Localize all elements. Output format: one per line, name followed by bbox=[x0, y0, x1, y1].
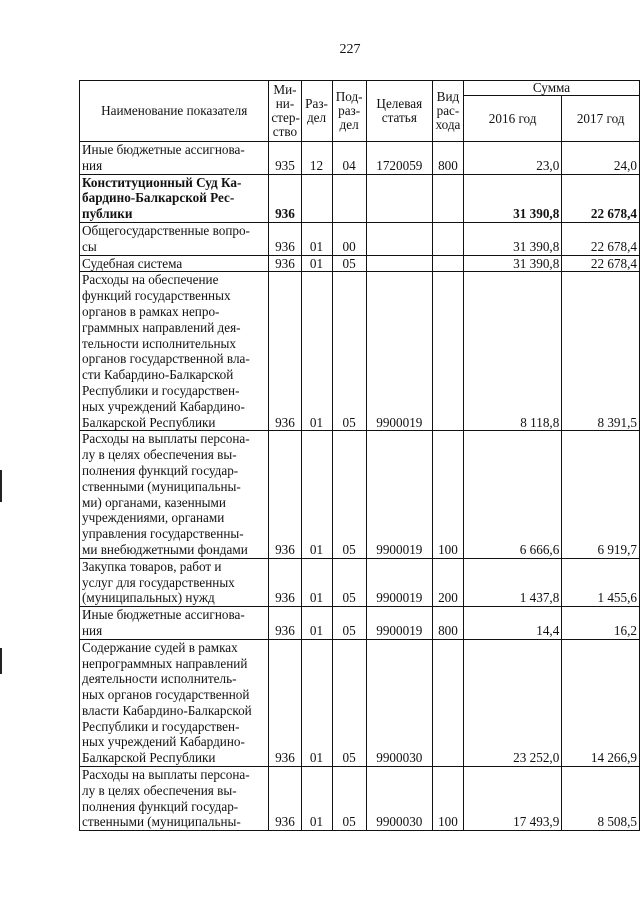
header-expense-type: Вид рас- хода bbox=[432, 81, 463, 142]
row-sum-2017: 1 455,6 bbox=[562, 558, 640, 606]
row-sum-2017: 22 678,4 bbox=[562, 174, 640, 222]
table-row bbox=[80, 174, 640, 222]
row-name: Расходы на обеспечение функций государственных органов в рамках непро- граммных направлений дея- тельности исполнительных органов государственной вла- сти Кабардино-Балкарской Республики и государствен- ных учреждений Кабардино- Балкарской Республики bbox=[80, 272, 269, 431]
row-target-article: 9900019 bbox=[366, 431, 432, 558]
header-ministry: Ми- ни- стер- ство bbox=[269, 81, 301, 142]
page-number: 227 bbox=[339, 42, 361, 57]
row-sum-2017: 22 678,4 bbox=[562, 255, 640, 272]
row-target-article: 9900019 bbox=[366, 558, 432, 606]
row-section: 01 bbox=[301, 639, 332, 766]
header-sum: Сумма bbox=[463, 81, 639, 96]
row-subsection: 05 bbox=[332, 272, 366, 431]
header-section: Раз- дел bbox=[301, 81, 332, 142]
row-section: 01 bbox=[301, 222, 332, 255]
row-section: 01 bbox=[301, 607, 332, 640]
header-year-2016: 2016 год bbox=[463, 96, 561, 142]
row-section: 12 bbox=[301, 142, 332, 175]
row-sum-2017: 24,0 bbox=[562, 142, 640, 175]
row-target-article: 9900030 bbox=[366, 639, 432, 766]
row-target-article: 9900019 bbox=[366, 272, 432, 431]
row-name: Расходы на выплаты персона- лу в целях обеспечения вы- полнения функций государ- ственными (муниципальны- bbox=[80, 767, 269, 831]
header-subsection: Под- раз- дел bbox=[332, 81, 366, 142]
table-row bbox=[80, 558, 640, 606]
row-name: Конституционный Суд Ка- бардино-Балкарской Рес- публики bbox=[80, 174, 269, 222]
scan-edge-mark bbox=[0, 470, 2, 502]
row-sum-2017: 8 391,5 bbox=[562, 272, 640, 431]
row-sum-2017: 14 266,9 bbox=[562, 639, 640, 766]
table-row bbox=[80, 607, 640, 640]
row-sum-2016: 17 493,9 bbox=[463, 767, 561, 831]
row-expense-type: 800 bbox=[432, 607, 463, 640]
row-sum-2016: 1 437,8 bbox=[463, 558, 561, 606]
row-sum-2016: 6 666,6 bbox=[463, 431, 561, 558]
row-expense-type bbox=[432, 255, 463, 272]
row-expense-type bbox=[432, 222, 463, 255]
table-row bbox=[80, 222, 640, 255]
header-year-2017: 2017 год bbox=[562, 96, 640, 142]
row-subsection: 05 bbox=[332, 767, 366, 831]
row-name: Общегосударственные вопро- сы bbox=[80, 222, 269, 255]
row-section: 01 bbox=[301, 767, 332, 831]
row-ministry: 936 bbox=[269, 639, 301, 766]
table-row bbox=[80, 431, 640, 558]
row-sum-2016: 8 118,8 bbox=[463, 272, 561, 431]
row-name: Иные бюджетные ассигнова- ния bbox=[80, 607, 269, 640]
row-expense-type: 800 bbox=[432, 142, 463, 175]
table-row bbox=[80, 272, 640, 431]
table-row bbox=[80, 639, 640, 766]
row-sum-2016: 23 252,0 bbox=[463, 639, 561, 766]
row-name: Закупка товаров, работ и услуг для государственных (муниципальных) нужд bbox=[80, 558, 269, 606]
header-target-article: Целевая статья bbox=[366, 81, 432, 142]
row-subsection: 05 bbox=[332, 607, 366, 640]
row-expense-type: 100 bbox=[432, 767, 463, 831]
row-subsection: 05 bbox=[332, 255, 366, 272]
row-sum-2017: 22 678,4 bbox=[562, 222, 640, 255]
row-name: Расходы на выплаты персона- лу в целях обеспечения вы- полнения функций государ- ственными (муниципальны- ми) органами, казенными учреждениями, органами управления государственны- ми внебюджетными фондами bbox=[80, 431, 269, 558]
row-ministry: 936 bbox=[269, 255, 301, 272]
scan-edge-mark bbox=[0, 648, 2, 674]
row-section bbox=[301, 174, 332, 222]
row-ministry: 936 bbox=[269, 767, 301, 831]
row-target-article bbox=[366, 255, 432, 272]
row-sum-2017: 6 919,7 bbox=[562, 431, 640, 558]
row-name: Судебная система bbox=[80, 255, 269, 272]
row-section: 01 bbox=[301, 272, 332, 431]
row-ministry: 936 bbox=[269, 222, 301, 255]
row-subsection: 00 bbox=[332, 222, 366, 255]
row-section: 01 bbox=[301, 558, 332, 606]
row-subsection: 04 bbox=[332, 142, 366, 175]
budget-table bbox=[79, 80, 640, 831]
row-sum-2016: 31 390,8 bbox=[463, 255, 561, 272]
row-section: 01 bbox=[301, 255, 332, 272]
row-ministry: 936 bbox=[269, 272, 301, 431]
row-sum-2016: 31 390,8 bbox=[463, 222, 561, 255]
header-name: Наименование показателя bbox=[80, 81, 269, 142]
row-sum-2017: 8 508,5 bbox=[562, 767, 640, 831]
row-ministry: 935 bbox=[269, 142, 301, 175]
row-subsection: 05 bbox=[332, 558, 366, 606]
row-expense-type: 100 bbox=[432, 431, 463, 558]
row-sum-2016: 31 390,8 bbox=[463, 174, 561, 222]
row-subsection bbox=[332, 174, 366, 222]
row-target-article bbox=[366, 174, 432, 222]
row-subsection: 05 bbox=[332, 431, 366, 558]
row-sum-2016: 23,0 bbox=[463, 142, 561, 175]
row-section: 01 bbox=[301, 431, 332, 558]
row-ministry: 936 bbox=[269, 431, 301, 558]
row-target-article bbox=[366, 222, 432, 255]
row-sum-2017: 16,2 bbox=[562, 607, 640, 640]
row-expense-type: 200 bbox=[432, 558, 463, 606]
row-expense-type bbox=[432, 174, 463, 222]
row-subsection: 05 bbox=[332, 639, 366, 766]
row-ministry: 936 bbox=[269, 607, 301, 640]
table-row bbox=[80, 767, 640, 831]
row-name: Содержание судей в рамках непрограммных направлений деятельности исполнитель- ных органов государственной власти Кабардино-Балкарской Республики и государствен- ных учреждений Кабардино- Балкарской Республики bbox=[80, 639, 269, 766]
row-target-article: 1720059 bbox=[366, 142, 432, 175]
header-row bbox=[80, 81, 640, 96]
row-target-article: 9900030 bbox=[366, 767, 432, 831]
row-ministry: 936 bbox=[269, 558, 301, 606]
row-name: Иные бюджетные ассигнова- ния bbox=[80, 142, 269, 175]
row-expense-type bbox=[432, 639, 463, 766]
table-row bbox=[80, 142, 640, 175]
row-expense-type bbox=[432, 272, 463, 431]
table-row bbox=[80, 255, 640, 272]
row-target-article: 9900019 bbox=[366, 607, 432, 640]
row-sum-2016: 14,4 bbox=[463, 607, 561, 640]
table-body bbox=[80, 142, 640, 831]
row-ministry: 936 bbox=[269, 174, 301, 222]
